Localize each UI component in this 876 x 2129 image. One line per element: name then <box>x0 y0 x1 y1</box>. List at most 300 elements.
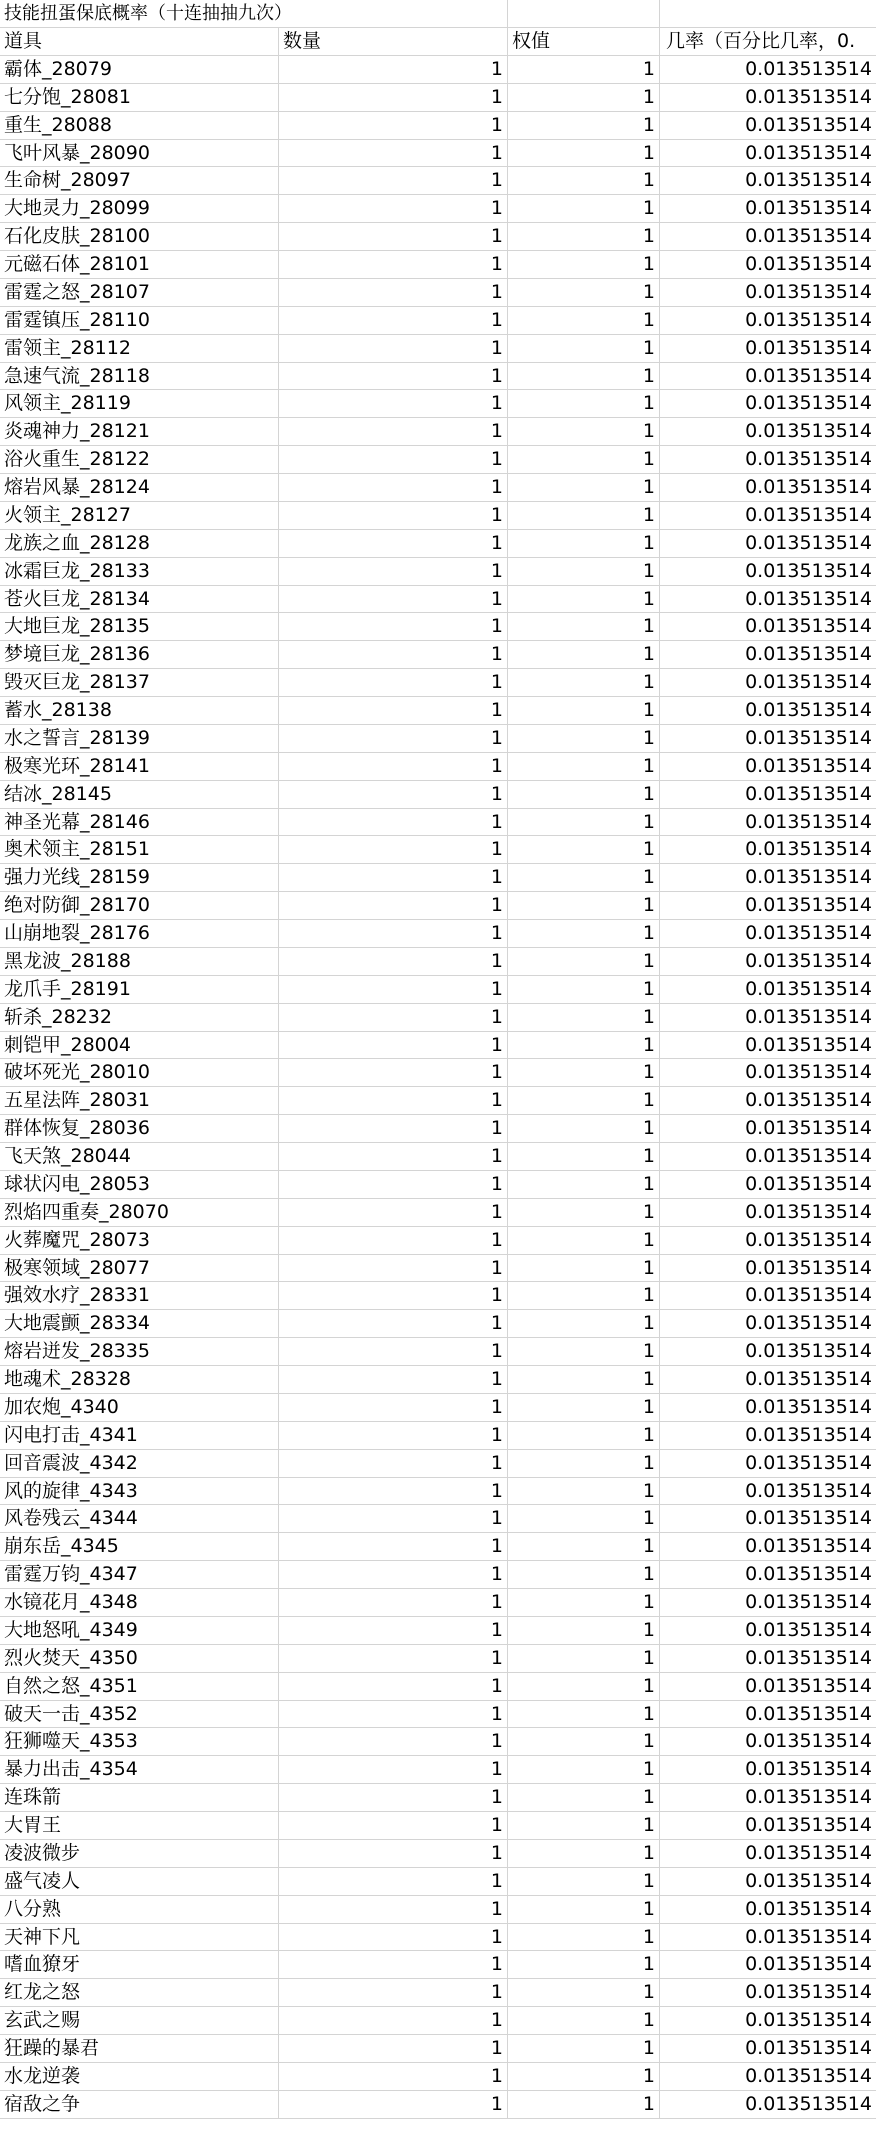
weight-cell[interactable]: 1 <box>508 1840 660 1867</box>
quantity-cell[interactable]: 1 <box>279 335 508 362</box>
item-cell[interactable]: 加农炮_4340 <box>0 1394 279 1421</box>
item-cell[interactable]: 冰霜巨龙_28133 <box>0 558 279 585</box>
weight-cell[interactable]: 1 <box>508 1171 660 1198</box>
probability-cell[interactable]: 0.013513514 <box>745 308 872 331</box>
probability-cell[interactable]: 0.013513514 <box>745 671 872 694</box>
item-cell[interactable]: 水龙逆袭 <box>0 2063 279 2090</box>
item-cell[interactable]: 天神下凡 <box>0 1924 279 1951</box>
quantity-cell[interactable]: 1 <box>279 1701 508 1728</box>
item-cell[interactable]: 破坏死光_28010 <box>0 1059 279 1086</box>
weight-cell[interactable]: 1 <box>508 976 660 1003</box>
item-cell[interactable]: 大地怒吼_4349 <box>0 1617 279 1644</box>
quantity-cell[interactable]: 1 <box>279 864 508 891</box>
probability-cell[interactable]: 0.013513514 <box>745 1061 872 1084</box>
item-cell[interactable]: 石化皮肤_28100 <box>0 223 279 250</box>
weight-cell[interactable]: 1 <box>508 84 660 111</box>
header-quantity[interactable]: 数量 <box>279 28 508 55</box>
item-cell[interactable]: 大地灵力_28099 <box>0 195 279 222</box>
probability-cell[interactable]: 0.013513514 <box>745 559 872 582</box>
weight-cell[interactable]: 1 <box>508 1366 660 1393</box>
probability-cell[interactable]: 0.013513514 <box>745 699 872 721</box>
probability-cell[interactable]: 0.013513514 <box>745 922 872 944</box>
quantity-cell[interactable]: 1 <box>279 1394 508 1421</box>
probability-cell[interactable]: 0.013513514 <box>745 1925 872 1948</box>
item-cell[interactable]: 狂狮噬天_4353 <box>0 1728 279 1755</box>
probability-cell[interactable]: 0.013513514 <box>745 420 872 443</box>
quantity-cell[interactable]: 1 <box>279 1032 508 1059</box>
weight-cell[interactable]: 1 <box>508 1868 660 1895</box>
item-cell[interactable]: 重生_28088 <box>0 112 279 139</box>
probability-cell[interactable]: 0.013513514 <box>745 1730 872 1753</box>
item-cell[interactable]: 雷霆万钧_4347 <box>0 1561 279 1588</box>
weight-cell[interactable]: 1 <box>508 530 660 557</box>
probability-cell[interactable]: 0.013513514 <box>745 1758 872 1781</box>
probability-cell[interactable]: 0.013513514 <box>745 949 872 972</box>
quantity-cell[interactable]: 1 <box>279 892 508 919</box>
probability-cell[interactable]: 0.013513514 <box>745 113 872 136</box>
weight-cell[interactable]: 1 <box>508 1227 660 1254</box>
quantity-cell[interactable]: 1 <box>279 1561 508 1588</box>
probability-cell[interactable]: 0.013513514 <box>745 2064 872 2087</box>
probability-cell[interactable]: 0.013513514 <box>745 894 872 917</box>
item-cell[interactable]: 狂躁的暴君 <box>0 2035 279 2062</box>
item-cell[interactable]: 群体恢复_28036 <box>0 1115 279 1142</box>
probability-cell[interactable]: 0.013513514 <box>745 1117 872 1140</box>
quantity-cell[interactable]: 1 <box>279 363 508 390</box>
quantity-cell[interactable]: 1 <box>279 920 508 947</box>
quantity-cell[interactable]: 1 <box>279 530 508 557</box>
quantity-cell[interactable]: 1 <box>279 140 508 167</box>
probability-cell[interactable]: 0.013513514 <box>745 1340 872 1363</box>
weight-cell[interactable]: 1 <box>508 558 660 585</box>
weight-cell[interactable]: 1 <box>508 167 660 194</box>
probability-cell[interactable]: 0.013513514 <box>745 531 872 554</box>
quantity-cell[interactable]: 1 <box>279 56 508 83</box>
weight-cell[interactable]: 1 <box>508 753 660 780</box>
probability-cell[interactable]: 0.013513514 <box>745 1200 872 1223</box>
weight-cell[interactable]: 1 <box>508 1087 660 1114</box>
quantity-cell[interactable]: 1 <box>279 753 508 780</box>
probability-cell[interactable]: 0.013513514 <box>745 392 872 415</box>
probability-cell[interactable]: 0.013513514 <box>745 726 872 749</box>
sheet-title[interactable]: 技能扭蛋保底概率（十连抽抽九次） <box>0 0 508 27</box>
item-cell[interactable]: 水镜花月_4348 <box>0 1589 279 1616</box>
quantity-cell[interactable]: 1 <box>279 1756 508 1783</box>
probability-cell[interactable]: 0.013513514 <box>745 57 872 80</box>
item-cell[interactable]: 玄武之赐 <box>0 2007 279 2034</box>
quantity-cell[interactable]: 1 <box>279 307 508 334</box>
header-probability[interactable]: 几率（百分比几率，0. <box>666 30 856 52</box>
probability-cell[interactable]: 0.013513514 <box>745 2092 872 2115</box>
weight-cell[interactable]: 1 <box>508 1617 660 1644</box>
quantity-cell[interactable]: 1 <box>279 1255 508 1282</box>
weight-cell[interactable]: 1 <box>508 1255 660 1282</box>
item-cell[interactable]: 黑龙波_28188 <box>0 948 279 975</box>
probability-cell[interactable]: 0.013513514 <box>745 1953 872 1976</box>
quantity-cell[interactable]: 1 <box>279 1979 508 2006</box>
quantity-cell[interactable]: 1 <box>279 558 508 585</box>
item-cell[interactable]: 奥术领主_28151 <box>0 836 279 863</box>
weight-cell[interactable]: 1 <box>508 920 660 947</box>
item-cell[interactable]: 生命树_28097 <box>0 167 279 194</box>
empty-cell[interactable] <box>508 0 660 27</box>
item-cell[interactable]: 闪电打击_4341 <box>0 1422 279 1449</box>
quantity-cell[interactable]: 1 <box>279 2063 508 2090</box>
probability-cell[interactable]: 0.013513514 <box>745 141 872 164</box>
item-cell[interactable]: 烈火焚天_4350 <box>0 1645 279 1672</box>
weight-cell[interactable]: 1 <box>508 390 660 417</box>
probability-cell[interactable]: 0.013513514 <box>745 1451 872 1474</box>
weight-cell[interactable]: 1 <box>508 1004 660 1031</box>
weight-cell[interactable]: 1 <box>508 1756 660 1783</box>
probability-cell[interactable]: 0.013513514 <box>745 169 872 192</box>
weight-cell[interactable]: 1 <box>508 1338 660 1365</box>
probability-cell[interactable]: 0.013513514 <box>745 280 872 303</box>
quantity-cell[interactable]: 1 <box>279 112 508 139</box>
weight-cell[interactable]: 1 <box>508 1478 660 1505</box>
probability-cell[interactable]: 0.013513514 <box>745 1479 872 1502</box>
item-cell[interactable]: 斩杀_28232 <box>0 1004 279 1031</box>
probability-cell[interactable]: 0.013513514 <box>745 1814 872 1836</box>
probability-cell[interactable]: 0.013513514 <box>745 977 872 1000</box>
probability-cell[interactable]: 0.013513514 <box>745 1981 872 2004</box>
probability-cell[interactable]: 0.013513514 <box>745 587 872 610</box>
weight-cell[interactable]: 1 <box>508 2063 660 2090</box>
weight-cell[interactable]: 1 <box>508 781 660 808</box>
probability-cell[interactable]: 0.013513514 <box>745 1228 872 1251</box>
header-weight[interactable]: 权值 <box>508 28 660 55</box>
item-cell[interactable]: 刺铠甲_28004 <box>0 1032 279 1059</box>
probability-cell[interactable]: 0.013513514 <box>745 615 872 638</box>
quantity-cell[interactable]: 1 <box>279 1673 508 1700</box>
item-cell[interactable]: 回音震波_4342 <box>0 1450 279 1477</box>
quantity-cell[interactable]: 1 <box>279 474 508 501</box>
weight-cell[interactable]: 1 <box>508 948 660 975</box>
quantity-cell[interactable]: 1 <box>279 781 508 808</box>
item-cell[interactable]: 雷霆镇压_28110 <box>0 307 279 334</box>
probability-cell[interactable]: 0.013513514 <box>745 1395 872 1418</box>
item-cell[interactable]: 雷领主_28112 <box>0 335 279 362</box>
quantity-cell[interactable]: 1 <box>279 2091 508 2118</box>
weight-cell[interactable]: 1 <box>508 307 660 334</box>
quantity-cell[interactable]: 1 <box>279 1812 508 1839</box>
weight-cell[interactable]: 1 <box>508 251 660 278</box>
quantity-cell[interactable]: 1 <box>279 1505 508 1532</box>
weight-cell[interactable]: 1 <box>508 1505 660 1532</box>
item-cell[interactable]: 地魂术_28328 <box>0 1366 279 1393</box>
weight-cell[interactable]: 1 <box>508 1645 660 1672</box>
quantity-cell[interactable]: 1 <box>279 1059 508 1086</box>
probability-cell[interactable]: 0.013513514 <box>745 85 872 108</box>
weight-cell[interactable]: 1 <box>508 641 660 668</box>
quantity-cell[interactable]: 1 <box>279 195 508 222</box>
quantity-cell[interactable]: 1 <box>279 836 508 863</box>
item-cell[interactable]: 炎魂神力_28121 <box>0 418 279 445</box>
quantity-cell[interactable]: 1 <box>279 1338 508 1365</box>
item-cell[interactable]: 崩东岳_4345 <box>0 1533 279 1560</box>
quantity-cell[interactable]: 1 <box>279 1951 508 1978</box>
item-cell[interactable]: 大地震颤_28334 <box>0 1310 279 1337</box>
weight-cell[interactable]: 1 <box>508 1450 660 1477</box>
quantity-cell[interactable]: 1 <box>279 976 508 1003</box>
item-cell[interactable]: 雷霆之怒_28107 <box>0 279 279 306</box>
probability-cell[interactable]: 0.013513514 <box>745 1535 872 1558</box>
weight-cell[interactable]: 1 <box>508 1701 660 1728</box>
probability-cell[interactable]: 0.013513514 <box>745 364 872 387</box>
weight-cell[interactable]: 1 <box>508 864 660 891</box>
quantity-cell[interactable]: 1 <box>279 1784 508 1811</box>
quantity-cell[interactable]: 1 <box>279 1366 508 1393</box>
probability-cell[interactable]: 0.013513514 <box>745 1869 872 1892</box>
weight-cell[interactable]: 1 <box>508 1282 660 1309</box>
quantity-cell[interactable]: 1 <box>279 725 508 752</box>
item-cell[interactable]: 红龙之怒 <box>0 1979 279 2006</box>
weight-cell[interactable]: 1 <box>508 1199 660 1226</box>
quantity-cell[interactable]: 1 <box>279 418 508 445</box>
item-cell[interactable]: 风的旋律_4343 <box>0 1478 279 1505</box>
weight-cell[interactable]: 1 <box>508 892 660 919</box>
weight-cell[interactable]: 1 <box>508 1115 660 1142</box>
probability-cell[interactable]: 0.013513514 <box>745 225 872 248</box>
item-cell[interactable]: 嗜血獠牙 <box>0 1951 279 1978</box>
weight-cell[interactable]: 1 <box>508 502 660 529</box>
weight-cell[interactable]: 1 <box>508 1979 660 2006</box>
weight-cell[interactable]: 1 <box>508 446 660 473</box>
quantity-cell[interactable]: 1 <box>279 641 508 668</box>
quantity-cell[interactable]: 1 <box>279 2035 508 2062</box>
weight-cell[interactable]: 1 <box>508 1059 660 1086</box>
weight-cell[interactable]: 1 <box>508 1032 660 1059</box>
item-cell[interactable]: 蓄水_28138 <box>0 697 279 724</box>
item-cell[interactable]: 盛气凌人 <box>0 1868 279 1895</box>
quantity-cell[interactable]: 1 <box>279 586 508 613</box>
probability-cell[interactable]: 0.013513514 <box>745 2009 872 2032</box>
quantity-cell[interactable]: 1 <box>279 948 508 975</box>
item-cell[interactable]: 熔岩迸发_28335 <box>0 1338 279 1365</box>
weight-cell[interactable]: 1 <box>508 1589 660 1616</box>
probability-cell[interactable]: 0.013513514 <box>745 1841 872 1864</box>
weight-cell[interactable]: 1 <box>508 56 660 83</box>
probability-cell[interactable]: 0.013513514 <box>745 838 872 861</box>
item-cell[interactable]: 火领主_28127 <box>0 502 279 529</box>
empty-cell[interactable] <box>660 0 876 27</box>
item-cell[interactable]: 烈焰四重奏_28070 <box>0 1199 279 1226</box>
item-cell[interactable]: 飞叶风暴_28090 <box>0 140 279 167</box>
probability-cell[interactable]: 0.013513514 <box>745 1423 872 1446</box>
item-cell[interactable]: 龙族之血_28128 <box>0 530 279 557</box>
weight-cell[interactable]: 1 <box>508 474 660 501</box>
weight-cell[interactable]: 1 <box>508 1896 660 1923</box>
weight-cell[interactable]: 1 <box>508 223 660 250</box>
probability-cell[interactable]: 0.013513514 <box>745 1368 872 1390</box>
probability-cell[interactable]: 0.013513514 <box>745 503 872 526</box>
item-cell[interactable]: 飞天煞_28044 <box>0 1143 279 1170</box>
quantity-cell[interactable]: 1 <box>279 1645 508 1672</box>
probability-cell[interactable]: 0.013513514 <box>745 1284 872 1307</box>
probability-cell[interactable]: 0.013513514 <box>745 1005 872 1028</box>
weight-cell[interactable]: 1 <box>508 335 660 362</box>
weight-cell[interactable]: 1 <box>508 1924 660 1951</box>
weight-cell[interactable]: 1 <box>508 1533 660 1560</box>
item-cell[interactable]: 山崩地裂_28176 <box>0 920 279 947</box>
quantity-cell[interactable]: 1 <box>279 613 508 640</box>
weight-cell[interactable]: 1 <box>508 1394 660 1421</box>
probability-cell[interactable]: 0.013513514 <box>745 253 872 275</box>
quantity-cell[interactable]: 1 <box>279 1282 508 1309</box>
item-cell[interactable]: 连珠箭 <box>0 1784 279 1811</box>
probability-cell[interactable]: 0.013513514 <box>745 643 872 666</box>
quantity-cell[interactable]: 1 <box>279 1171 508 1198</box>
probability-cell[interactable]: 0.013513514 <box>745 1591 872 1613</box>
quantity-cell[interactable]: 1 <box>279 223 508 250</box>
weight-cell[interactable]: 1 <box>508 363 660 390</box>
weight-cell[interactable]: 1 <box>508 1143 660 1170</box>
item-cell[interactable]: 浴火重生_28122 <box>0 446 279 473</box>
item-cell[interactable]: 自然之怒_4351 <box>0 1673 279 1700</box>
quantity-cell[interactable]: 1 <box>279 1450 508 1477</box>
weight-cell[interactable]: 1 <box>508 2091 660 2118</box>
probability-cell[interactable]: 0.013513514 <box>745 197 872 220</box>
quantity-cell[interactable]: 1 <box>279 1840 508 1867</box>
probability-cell[interactable]: 0.013513514 <box>745 1033 872 1056</box>
quantity-cell[interactable]: 1 <box>279 809 508 836</box>
weight-cell[interactable]: 1 <box>508 1951 660 1978</box>
quantity-cell[interactable]: 1 <box>279 1199 508 1226</box>
quantity-cell[interactable]: 1 <box>279 1924 508 1951</box>
weight-cell[interactable]: 1 <box>508 725 660 752</box>
quantity-cell[interactable]: 1 <box>279 446 508 473</box>
quantity-cell[interactable]: 1 <box>279 1533 508 1560</box>
item-cell[interactable]: 大胃王 <box>0 1812 279 1839</box>
item-cell[interactable]: 绝对防御_28170 <box>0 892 279 919</box>
item-cell[interactable]: 龙爪手_28191 <box>0 976 279 1003</box>
item-cell[interactable]: 风卷残云_4344 <box>0 1505 279 1532</box>
quantity-cell[interactable]: 1 <box>279 502 508 529</box>
quantity-cell[interactable]: 1 <box>279 1087 508 1114</box>
weight-cell[interactable]: 1 <box>508 1784 660 1811</box>
weight-cell[interactable]: 1 <box>508 1673 660 1700</box>
probability-cell[interactable]: 0.013513514 <box>745 1897 872 1920</box>
quantity-cell[interactable]: 1 <box>279 1589 508 1616</box>
quantity-cell[interactable]: 1 <box>279 84 508 111</box>
weight-cell[interactable]: 1 <box>508 2035 660 2062</box>
item-cell[interactable]: 结冰_28145 <box>0 781 279 808</box>
probability-cell[interactable]: 0.013513514 <box>745 1312 872 1335</box>
probability-cell[interactable]: 0.013513514 <box>745 754 872 777</box>
item-cell[interactable]: 极寒领域_28077 <box>0 1255 279 1282</box>
item-cell[interactable]: 急速气流_28118 <box>0 363 279 390</box>
quantity-cell[interactable]: 1 <box>279 1115 508 1142</box>
probability-cell[interactable]: 0.013513514 <box>745 1646 872 1669</box>
item-cell[interactable]: 大地巨龙_28135 <box>0 613 279 640</box>
weight-cell[interactable]: 1 <box>508 613 660 640</box>
probability-cell[interactable]: 0.013513514 <box>745 1674 872 1697</box>
item-cell[interactable]: 五星法阵_28031 <box>0 1087 279 1114</box>
quantity-cell[interactable]: 1 <box>279 1478 508 1505</box>
item-cell[interactable]: 元磁石体_28101 <box>0 251 279 278</box>
item-cell[interactable]: 强效水疗_28331 <box>0 1282 279 1309</box>
item-cell[interactable]: 宿敌之争 <box>0 2091 279 2118</box>
item-cell[interactable]: 风领主_28119 <box>0 390 279 417</box>
quantity-cell[interactable]: 1 <box>279 1227 508 1254</box>
quantity-cell[interactable]: 1 <box>279 1617 508 1644</box>
weight-cell[interactable]: 1 <box>508 669 660 696</box>
item-cell[interactable]: 神圣光幕_28146 <box>0 809 279 836</box>
weight-cell[interactable]: 1 <box>508 836 660 863</box>
quantity-cell[interactable]: 1 <box>279 1422 508 1449</box>
item-cell[interactable]: 梦境巨龙_28136 <box>0 641 279 668</box>
weight-cell[interactable]: 1 <box>508 1310 660 1337</box>
probability-cell[interactable]: 0.013513514 <box>745 336 872 359</box>
item-cell[interactable]: 暴力出击_4354 <box>0 1756 279 1783</box>
weight-cell[interactable]: 1 <box>508 1812 660 1839</box>
weight-cell[interactable]: 1 <box>508 1728 660 1755</box>
probability-cell[interactable]: 0.013513514 <box>745 1563 872 1586</box>
quantity-cell[interactable]: 1 <box>279 669 508 696</box>
quantity-cell[interactable]: 1 <box>279 167 508 194</box>
weight-cell[interactable]: 1 <box>508 112 660 139</box>
item-cell[interactable]: 凌波微步 <box>0 1840 279 1867</box>
weight-cell[interactable]: 1 <box>508 195 660 222</box>
item-cell[interactable]: 强力光线_28159 <box>0 864 279 891</box>
quantity-cell[interactable]: 1 <box>279 1896 508 1923</box>
weight-cell[interactable]: 1 <box>508 279 660 306</box>
item-cell[interactable]: 破天一击_4352 <box>0 1701 279 1728</box>
probability-cell[interactable]: 0.013513514 <box>745 1702 872 1725</box>
item-cell[interactable]: 霸体_28079 <box>0 56 279 83</box>
quantity-cell[interactable]: 1 <box>279 1004 508 1031</box>
quantity-cell[interactable]: 1 <box>279 1143 508 1170</box>
weight-cell[interactable]: 1 <box>508 418 660 445</box>
probability-cell[interactable]: 0.013513514 <box>745 448 872 471</box>
quantity-cell[interactable]: 1 <box>279 2007 508 2034</box>
probability-cell[interactable]: 0.013513514 <box>745 782 872 805</box>
weight-cell[interactable]: 1 <box>508 1422 660 1449</box>
item-cell[interactable]: 极寒光环_28141 <box>0 753 279 780</box>
probability-cell[interactable]: 0.013513514 <box>745 1618 872 1641</box>
item-cell[interactable]: 七分饱_28081 <box>0 84 279 111</box>
quantity-cell[interactable]: 1 <box>279 697 508 724</box>
weight-cell[interactable]: 1 <box>508 809 660 836</box>
probability-cell[interactable]: 0.013513514 <box>745 1507 872 1530</box>
weight-cell[interactable]: 1 <box>508 1561 660 1588</box>
probability-cell[interactable]: 0.013513514 <box>745 1172 872 1195</box>
probability-cell[interactable]: 0.013513514 <box>745 810 872 833</box>
quantity-cell[interactable]: 1 <box>279 251 508 278</box>
probability-cell[interactable]: 0.013513514 <box>745 866 872 889</box>
item-cell[interactable]: 毁灭巨龙_28137 <box>0 669 279 696</box>
quantity-cell[interactable]: 1 <box>279 1868 508 1895</box>
header-item[interactable]: 道具 <box>0 28 279 55</box>
item-cell[interactable]: 球状闪电_28053 <box>0 1171 279 1198</box>
quantity-cell[interactable]: 1 <box>279 390 508 417</box>
weight-cell[interactable]: 1 <box>508 2007 660 2034</box>
quantity-cell[interactable]: 1 <box>279 279 508 306</box>
weight-cell[interactable]: 1 <box>508 586 660 613</box>
item-cell[interactable]: 火葬魔咒_28073 <box>0 1227 279 1254</box>
weight-cell[interactable]: 1 <box>508 140 660 167</box>
weight-cell[interactable]: 1 <box>508 697 660 724</box>
quantity-cell[interactable]: 1 <box>279 1310 508 1337</box>
probability-cell[interactable]: 0.013513514 <box>745 1089 872 1112</box>
probability-cell[interactable]: 0.013513514 <box>745 1145 872 1167</box>
probability-cell[interactable]: 0.013513514 <box>745 2037 872 2059</box>
probability-cell[interactable]: 0.013513514 <box>745 476 872 498</box>
item-cell[interactable]: 八分熟 <box>0 1896 279 1923</box>
item-cell[interactable]: 熔岩风暴_28124 <box>0 474 279 501</box>
item-cell[interactable]: 苍火巨龙_28134 <box>0 586 279 613</box>
item-cell[interactable]: 水之誓言_28139 <box>0 725 279 752</box>
